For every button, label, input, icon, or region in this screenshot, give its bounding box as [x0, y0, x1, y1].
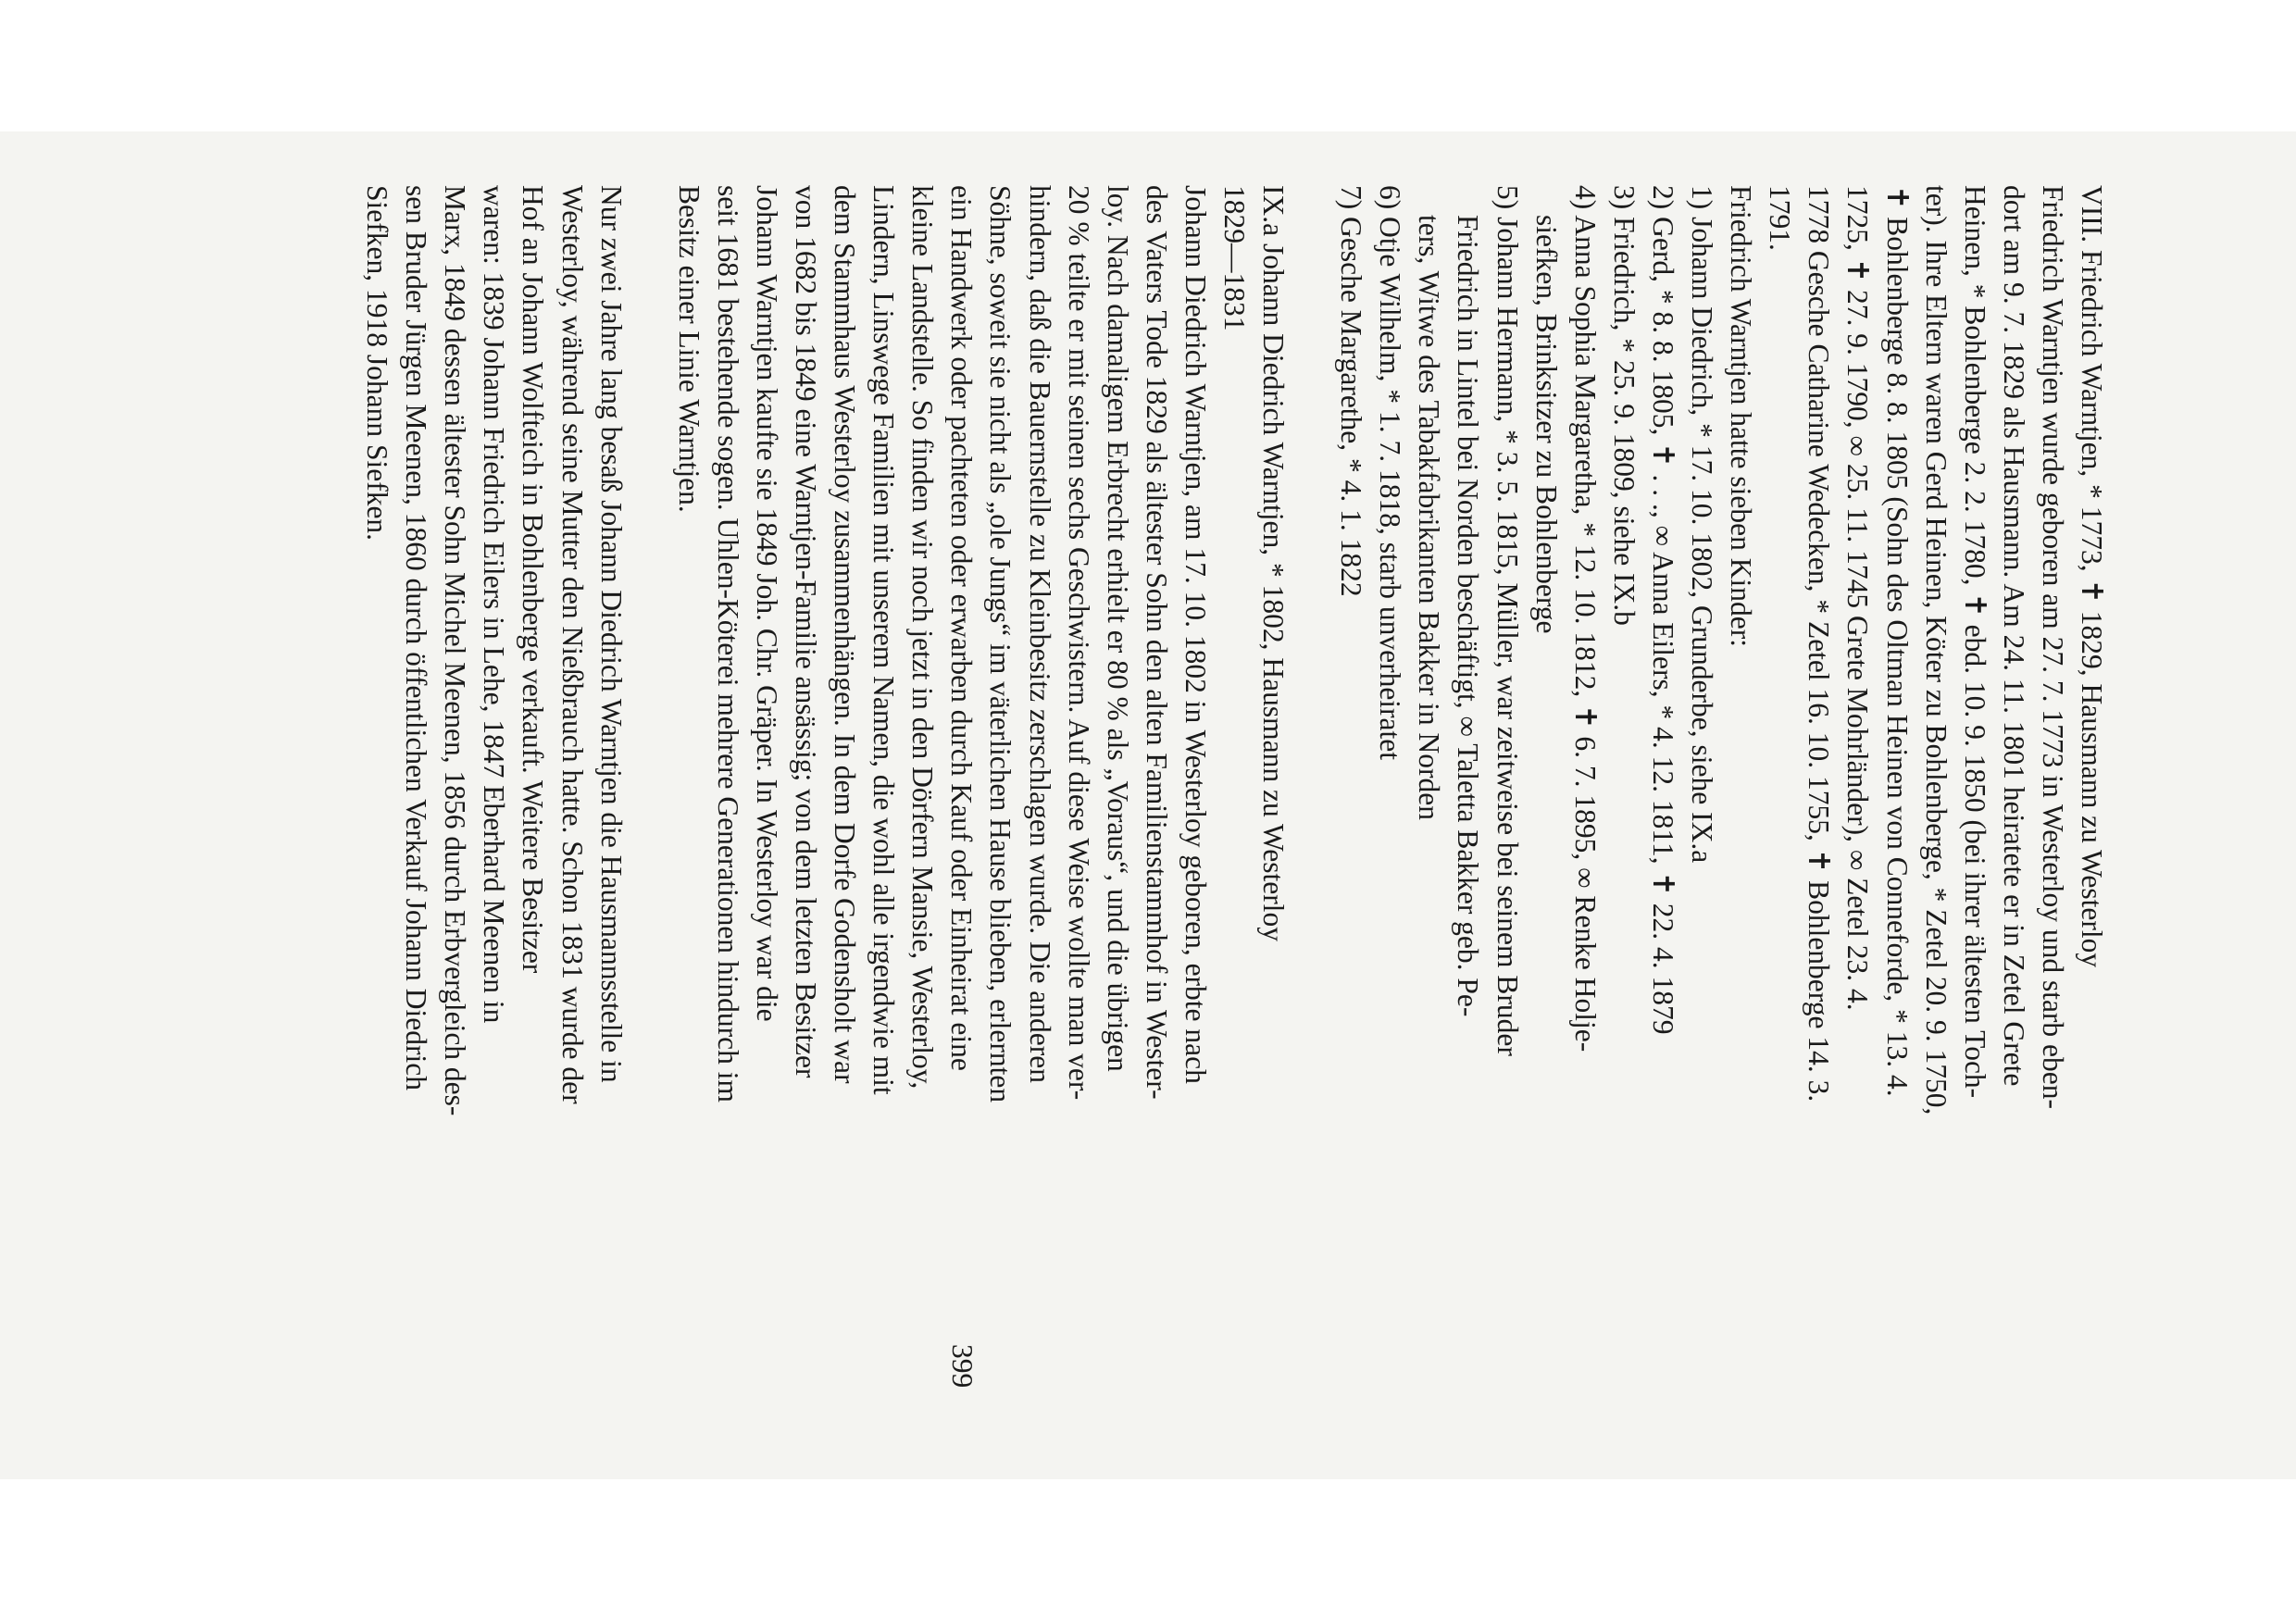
- list-item-continuation: ters, Witwe des Tabakfabrikanten Bakker in Norden: [1413, 215, 1446, 821]
- text-line: VIII. Friedrich Warntjen, * 1773, ✝ 1829, Hausmann zu Westerloy: [2076, 185, 2108, 968]
- list-item: 3) Friedrich, * 25. 9. 1809, siehe IX.b: [1607, 185, 1641, 626]
- text-line: 1791.: [1764, 185, 1797, 251]
- list-item: 2) Gerd, * 8. 8. 1805, ✝ . . ., ∞ Anna Eilers, * 4. 12. 1811, ✝ 22. 4. 1879: [1646, 185, 1679, 1035]
- section-viii: [1331, 185, 2111, 1407]
- list-item: 6) Otje Wilhelm, * 1. 7. 1818, starb unverheiratet: [1374, 185, 1407, 761]
- text-line: Söhne, soweit sie nicht als „ole Jungs“ im väterlichen Hause blieben, erlernten: [984, 185, 1017, 1103]
- text-line: kleine Landstelle. So finden wir noch jetzt in den Dörfern Mansie, Westerloy,: [906, 185, 940, 1090]
- text-line: seit 1681 bestehende sogen. Uhlen-Köterei mehrere Generationen hindurch im: [711, 185, 744, 1103]
- text-line: waren: 1839 Johann Friedrich Eilers in Lehe, 1847 Eberhard Meenen in: [478, 185, 511, 1024]
- text-line: 1778 Gesche Catharine Wedecken, * Zetel 16. 10. 1755, ✝ Bohlenberge 14. 3.: [1803, 185, 1836, 1102]
- text-line: Siefken, 1918 Johann Siefken.: [361, 185, 394, 542]
- text-line: Hof an Johann Wolfteich in Bohlenberge verkauft. Weitere Besitzer: [517, 185, 550, 974]
- text-line: Besitz einer Linie Warntjen.: [672, 185, 705, 513]
- section-ixa-paragraph: [669, 185, 1215, 1407]
- text-line: Johann Diedrich Warntjen, am 17. 10. 1802 in Westerloy geboren, erbte nach: [1179, 185, 1212, 1084]
- section-heading-years: 1829—1831: [1218, 185, 1252, 331]
- text-line: Marx, 1849 dessen ältester Sohn Michel Meenen, 1856 durch Erbvergleich des-: [439, 185, 472, 1116]
- text-line: 1725, ✝ 27. 9. 1790, ∞ 25. 11. 1745 Grete Mohrländer), ∞ Zetel 23. 4.: [1841, 185, 1875, 1011]
- text-line: von 1682 bis 1849 eine Warntjen-Familie ansässig; von dem letzten Besitzer: [790, 185, 822, 1078]
- list-item-continuation: siefken, Brinksitzer zu Bohlenberge: [1529, 215, 1563, 634]
- children-list: [1331, 185, 1721, 1407]
- page-number: 399: [946, 1344, 979, 1389]
- list-item: 4) Anna Sophia Margaretha, * 12. 10. 1812, ✝ 6. 7. 1895, ∞ Renke Holje-: [1568, 185, 1602, 1053]
- text-line: loy. Nach damaligem Erbrecht erhielt er 80 % als „Voraus“, und die übrigen: [1101, 185, 1134, 1072]
- text-line: Friedrich Warntjen wurde geboren am 27. 7. 1773 in Westerloy und starb eben-: [2036, 185, 2069, 1110]
- text-line: dem Stammhaus Westerloy zusammenhängen. In dem Dorfe Godensholt war: [829, 185, 862, 1084]
- section-ixa: [669, 185, 1293, 1407]
- text-line: 20 % teilte er mit seinen sechs Geschwistern. Auf diese Weise wollte man ver-: [1062, 185, 1095, 1101]
- section-heading: IX.a Johann Diedrich Warntjen, * 1802, Hausmann zu Westerloy: [1257, 185, 1291, 941]
- text-line: dort am 9. 7. 1829 als Hausmann. Am 24. 11. 1801 heiratete er in Zetel Grete: [1997, 185, 2030, 1087]
- list-item: 1) Johann Diedrich, * 17. 10. 1802, Grunderbe, siehe IX.a: [1686, 185, 1719, 864]
- children-intro: Friedrich Warntjen hatte sieben Kinder:: [1725, 185, 1758, 647]
- text-line: Nur zwei Jahre lang besaß Johann Diedrich Warntjen die Hausmannsstelle in: [594, 185, 628, 1083]
- text-line: Lindern, Linswege Familien mit unserem Namen, die wohl alle irgendwie mit: [867, 185, 901, 1095]
- text-line: ter). Ihre Eltern waren Gerd Heinen, Köter zu Bohlenberge, * Zetel 20. 9. 1750,: [1919, 185, 1953, 1115]
- text-line: sen Bruder Jürgen Meenen, 1860 durch öffentlichen Verkauf Johann Diedrich: [400, 185, 433, 1090]
- list-item: 7) Gesche Margarethe, * 4. 1. 1822: [1335, 185, 1368, 597]
- text-line: ein Handwerk oder pachteten oder erwarben durch Kauf oder Einheirat eine: [945, 185, 979, 1071]
- text-line: Heinen, * Bohlenberge 2. 2. 1780, ✝ ebd. 10. 9. 1850 (bei ihrer ältesten Toch-: [1958, 185, 1991, 1099]
- text-line: hindern, daß die Bauernstelle zu Kleinbesitz zerschlagen wurde. Die anderen: [1023, 185, 1056, 1083]
- rotated-page-content: [259, 185, 2111, 1407]
- list-item-continuation: Friedrich in Lintel bei Norden beschäftigt, ∞ Taletta Bakker geb. Pe-: [1452, 215, 1485, 1017]
- section-viii-paragraph: [1760, 185, 2111, 1407]
- text-line: des Vaters Tode 1829 als ältester Sohn den alten Familienstammhof in Wester-: [1140, 185, 1173, 1100]
- text-line: ✝ Bohlenberge 8. 8. 1805 (Sohn des Oltman Heinen von Conneforde, * 13. 4.: [1880, 185, 1914, 1097]
- text-line: Johann Warntjen kaufte sie 1849 Joh. Chr. Gräper. In Westerloy war die: [750, 185, 783, 1022]
- list-item: 5) Johann Hermann, * 3. 5. 1815, Müller, war zeitweise bei seinem Bruder: [1491, 185, 1524, 1056]
- text-line: Westerloy, während seine Mutter den Nießbrauch hatte. Schon 1831 wurde der: [555, 185, 589, 1104]
- closing-paragraph: [357, 185, 630, 1407]
